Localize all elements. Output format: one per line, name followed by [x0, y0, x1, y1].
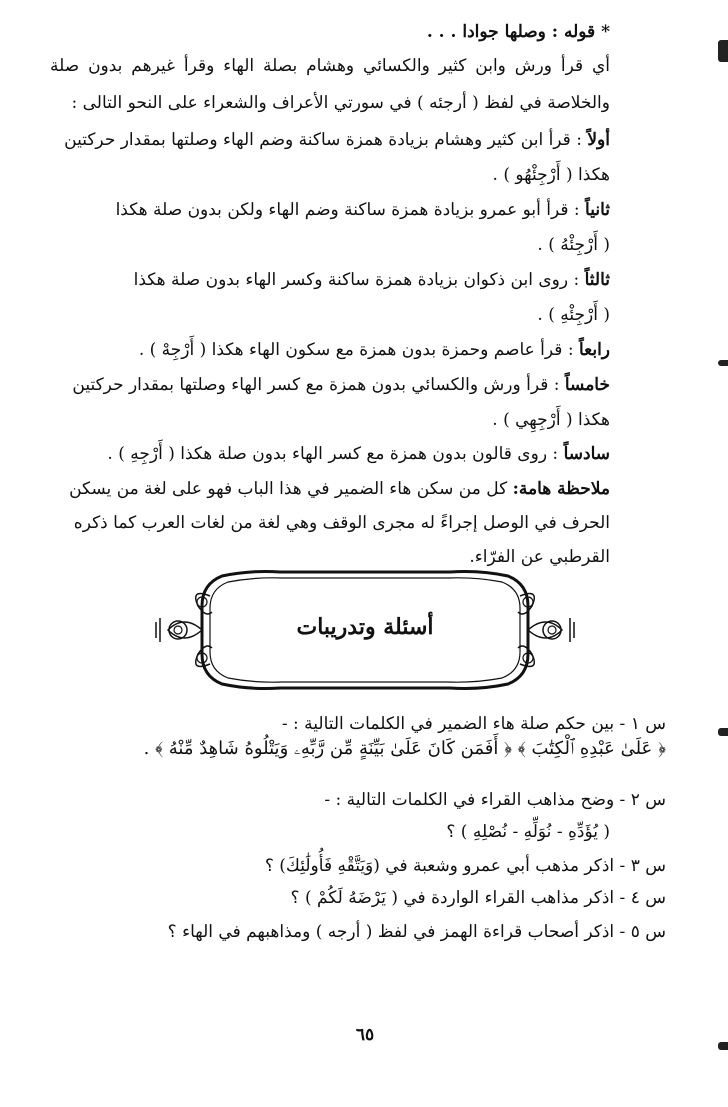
text-line: القرطبي عن الفرّاء. — [469, 547, 610, 567]
item-label: أولاً — [587, 130, 610, 150]
item-text: : قرأ أبو عمرو بزيادة همزة ساكنة وضم الهاء ولكن بدون صلة هكذا — [115, 200, 586, 220]
text-line: ( أَرْجِئْهُ ) . — [537, 235, 610, 255]
scan-edge-mark — [718, 360, 728, 366]
text-line — [50, 373, 610, 397]
text-line — [139, 338, 610, 362]
item-text: : قرأ ورش والكسائي بدون همزة مع كسر الهاء وصلتها بمقدار حركتين — [72, 375, 565, 395]
item-text: : روى ابن ذكوان بزيادة همزة ساكنة وكسر الهاء بدون صلة هكذا — [133, 270, 585, 290]
page-number: ٦٥ — [355, 1025, 375, 1045]
item-label: ثالثاً — [584, 270, 610, 290]
section-title: أسئلة وتدريبات — [296, 614, 434, 640]
text-line: ( أَرْجِئْهِ ) . — [537, 305, 610, 325]
item-text: : قرأ عاصم وحمزة بدون همزة مع سكون الهاء هكذا ( أَرْجِهْ ) . — [138, 340, 579, 360]
text-line: أي قرأ ورش وابن كثير والكسائي وهشام بصلة الهاء وقرأ غيرهم بدون صلة — [50, 56, 610, 76]
question-2: س ٢ - وضح مذاهب القراء في الكلمات التالية : - — [324, 790, 666, 810]
question-3: س ٣ - اذكر مذهب أبي عمرو وشعبة في (وَيَتَّقْهِ فَأُولَٰئِكَ) ؟ — [264, 856, 666, 876]
text-line: الحرف في الوصل إجراءً له مجرى الوقف وهي لغة من لغات العرب كما ذكره — [73, 513, 610, 533]
scan-edge-mark — [718, 40, 728, 62]
section-title-frame — [150, 566, 580, 694]
question-1-verses: ﴿ عَلَىٰ عَبْدِهِ ٱلْكِتَٰبَ ﴾ ﴿ أَفَمَن كَانَ عَلَىٰ بَيِّنَةٍ مِّن رَّبِّهِۦ وَيَتْلُوهُ شَاهِدٌ مِّنْهُ ﴾ . — [143, 738, 666, 759]
text-line — [50, 128, 610, 152]
text-line: هكذا ( أَرْجِئْهُو ) . — [492, 165, 610, 185]
item-label: خامساً — [564, 375, 610, 395]
question-1: س ١ - بين حكم صلة هاء الضمير في الكلمات التالية : - — [281, 714, 666, 734]
question-2-words: ( يُؤَدِّهِ - نُوَلِّهِ - نُصْلِهِ ) ؟ — [446, 822, 610, 842]
question-5: س ٥ - اذكر أصحاب قراءة الهمز في لفظ ( أرجه ) ومذاهبهم في الهاء ؟ — [167, 922, 666, 942]
note-label: ملاحظة هامة: — [512, 479, 610, 499]
item-label: سادساً — [563, 444, 610, 464]
item-text: : قرأ ابن كثير وهشام بزيادة همزة ساكنة وضم الهاء وصلتها بمقدار حركتين — [64, 130, 588, 150]
text-line: هكذا ( أَرْجِهِي ) . — [492, 410, 610, 430]
scan-edge-mark — [718, 728, 728, 736]
text-line — [107, 442, 610, 466]
scan-edge-mark — [718, 1042, 728, 1050]
text-line — [50, 268, 610, 292]
note-text: كل من سكن هاء الضمير في هذا الباب فهو على لغة من يسكن — [69, 479, 513, 499]
text-line — [50, 198, 610, 222]
text-line: والخلاصة في لفظ ( أرجئه ) في سورتي الأعراف والشعراء على النحو التالى : — [71, 93, 610, 113]
text-line — [50, 477, 610, 501]
question-4: س ٤ - اذكر مذاهب القراء الواردة في ( يَرْضَهُ لَكُمْ ) ؟ — [290, 888, 666, 908]
item-label: ثانياً — [585, 200, 610, 220]
item-label: رابعاً — [578, 340, 610, 360]
text-line: * قوله : وصلها جوادا . . . — [426, 22, 610, 42]
item-text: : روى قالون بدون همزة مع كسر الهاء بدون صلة هكذا ( أَرْجِهِ ) . — [107, 444, 564, 464]
